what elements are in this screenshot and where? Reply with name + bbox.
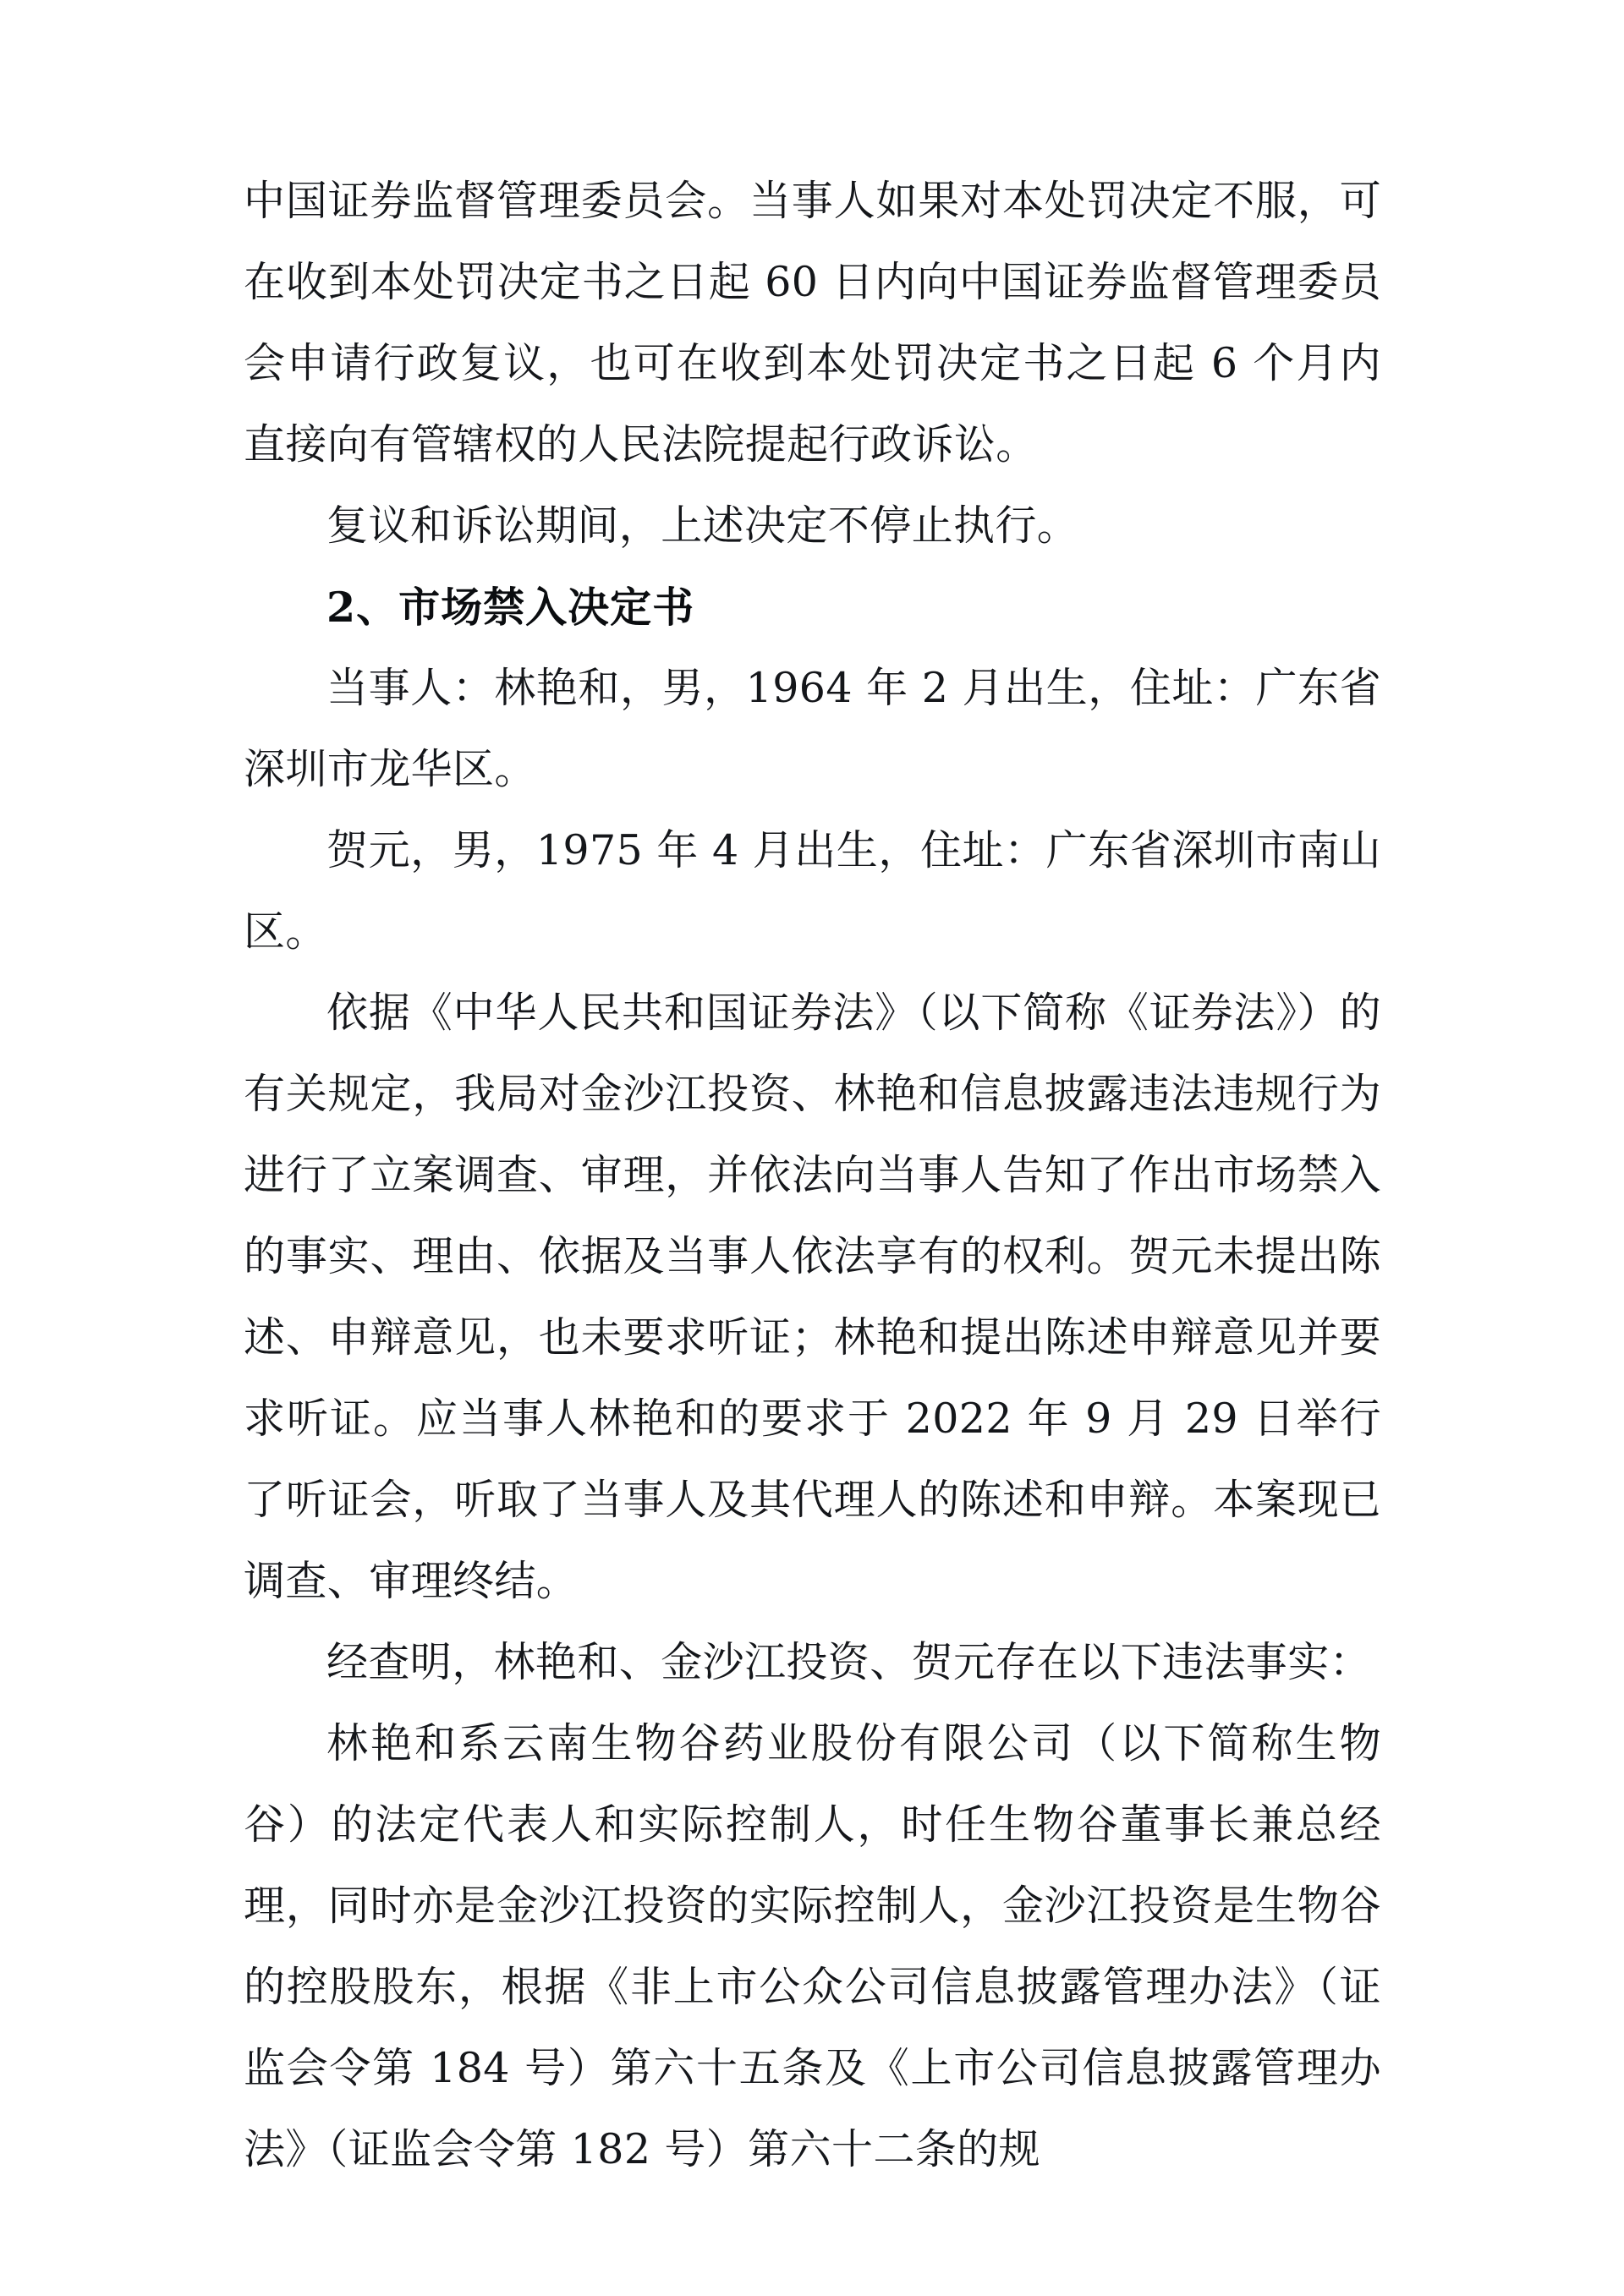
- document-body: [244, 161, 1381, 2190]
- paragraph-party-he-yuan: 贺元，男，1975 年 4 月出生，住址：广东省深圳市南山区。: [244, 826, 1381, 956]
- paragraph-appeal-rights: 中国证券监督管理委员会。当事人如果对本处罚决定不服，可在收到本处罚决定书之日起 60 日内向中国证券监督管理委员会申请行政复议，也可在收到本处罚决定书之日起 6 个月内直接向有管辖权的人民法院提起行政诉讼。: [244, 177, 1381, 469]
- heading-market-ban-decision: 2、市场禁入决定书: [326, 583, 695, 632]
- paragraph-no-suspension: 复议和诉讼期间，上述决定不停止执行。: [326, 501, 1079, 550]
- paragraph-party-lin-yanhe: 当事人：林艳和，男，1964 年 2 月出生，住址：广东省深圳市龙华区。: [244, 664, 1381, 793]
- paragraph-lin-yanhe-role: 林艳和系云南生物谷药业股份有限公司（以下简称生物谷）的法定代表人和实际控制人，时任生物谷董事长兼总经理，同时亦是金沙江投资的实际控制人，金沙江投资是生物谷的控股股东，根据《非上市公众公司信息披露管理办法》（证监会令第 184 号）第六十五条及《上市公司信息披露管理办法》（证监会令第 182 号）第六十二条的规: [244, 1719, 1381, 2173]
- paragraph-legal-basis-and-hearing: 依据《中华人民共和国证券法》（以下简称《证券法》）的有关规定，我局对金沙江投资、林艳和信息披露违法违规行为进行了立案调查、审理，并依法向当事人告知了作出市场禁入的事实、理由、依据及当事人依法享有的权利。贺元未提出陈述、申辩意见，也未要求听证；林艳和提出陈述申辩意见并要求听证。应当事人林艳和的要求于 2022 年 9 月 29 日举行了听证会，听取了当事人及其代理人的陈述和申辩。本案现已调查、审理终结。: [244, 989, 1381, 1605]
- paragraph-findings-intro: 经查明，林艳和、金沙江投资、贺元存在以下违法事实：: [326, 1638, 1372, 1686]
